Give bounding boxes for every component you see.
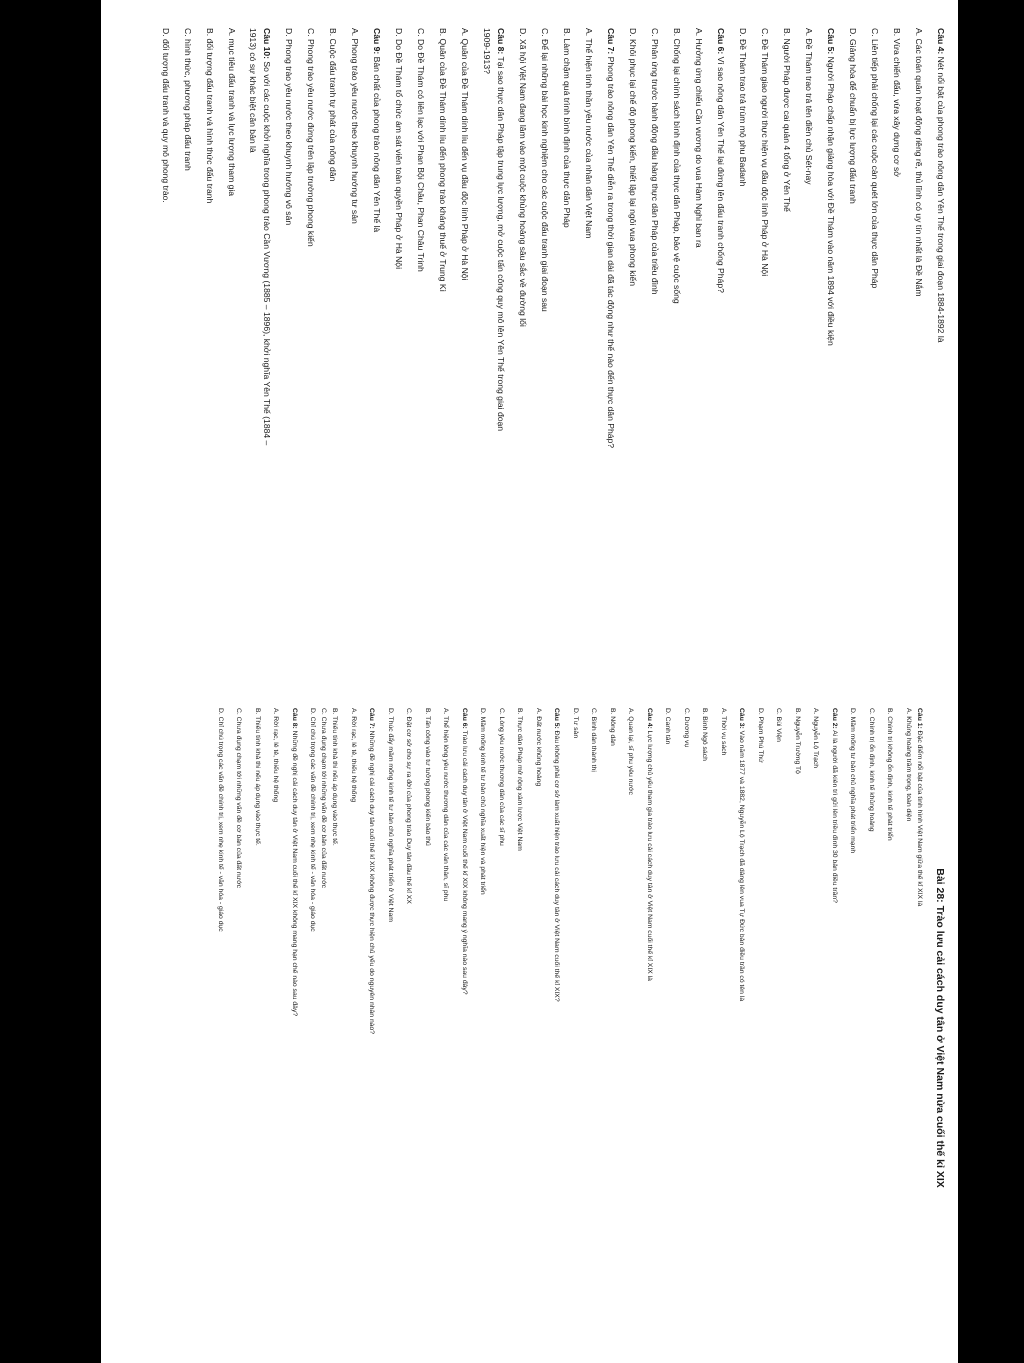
question-line: Câu 4: Nét nổi bật của phong trào nông dân Yên Thế trong giai đoạn 1884-1892 là (936, 28, 946, 343)
answer-line: C. Dương vụ (683, 708, 690, 748)
answer-line: D. Phong trào yêu nước theo khuynh hướng vô sản (284, 28, 295, 226)
question-line: Câu 9: Bản chất của phong trào nông dân Yên Thế là (372, 28, 383, 233)
answer-line: A. Hưởng ứng chiếu Cần vương do vua Hàm Nghi ban ra (694, 28, 705, 248)
question-line-continued: 1909-1913? (482, 28, 493, 74)
question-number: Câu 9: (372, 28, 383, 55)
answer-line: D. Khôi phục lại chế độ phong kiến, thiết lập lại ngôi vua phong kiến (628, 28, 639, 286)
answer-line: B. Thiếu tính khả thi nếu áp dụng vào thực tế. (331, 708, 339, 846)
answer-line: A. mục tiêu đấu tranh và lực lượng tham gia (226, 28, 237, 197)
question-number: Câu 6: (716, 28, 727, 55)
answer-line: C. Chính trị ổn định, kinh tế khủng hoảng (868, 708, 875, 832)
question-line: Câu 5: Người Pháp chấp nhận giảng hòa với Đề Thám vào năm 1894 với điều kiện (826, 28, 837, 346)
answer-line: A. Rời rạc, lẻ tẻ, thiếu hệ thống (272, 708, 280, 803)
answer-line: C. Chưa đụng chạm tới những vấn đề cơ bản của đất nước (235, 708, 243, 889)
answer-line: A. Quan lại, sĩ phu yêu nước (627, 708, 635, 795)
answer-line: C. Phản ứng trước hành động đầu hàng thực dân Pháp của triều đình (650, 28, 661, 295)
answer-line: B. Chính trị không ổn định, kinh tế phát triển (886, 708, 894, 841)
answer-line: D. Giảng hòa để chuẩn bị lực lượng đấu tranh (848, 28, 859, 204)
question-line: Câu 6: Vì sao nông dân Yên Thế lại đứng lên đấu tranh chống Pháp? (716, 28, 727, 293)
answer-line: C. Đề Thám giao người thực hiện vụ đầu độc lính Pháp ở Hà Nội (760, 28, 771, 277)
answer-line: C. Bình dân thành thị (590, 708, 598, 772)
answer-line: B. Người Pháp được cai quản 4 tổng ở Yên Thế (782, 28, 793, 212)
question-line: Câu 7: Phong trào nông dân Yên Thế diễn ra trong thời gian dài đã tác động như thế nào đến thực dân Pháp? (606, 28, 617, 449)
answer-line: B. Thiếu tính khả thi nếu áp dụng vào thực tế. (254, 708, 261, 846)
question-line: Câu 6: Trào lưu cải cách duy tân ở Việt Nam cuối thế kỉ XIX không mang ý nghĩa nào sau đây? (461, 708, 468, 995)
answer-line: D. đối tượng đấu tranh và quy mô phong trào. (160, 28, 171, 203)
answer-line: D. Do Đề Thám tổ chức ám sát viên toàn quyền Pháp ở Hà Nội (394, 28, 405, 269)
answer-line: A. Thể hiện tinh thần yêu nước của nhân dân Việt Nam (584, 28, 595, 239)
answer-line: D. Chỉ chú trọng các vấn đề chính trị, xem nhẹ kinh tế - văn hóa - giáo dục (309, 708, 317, 932)
answer-line: A. Rời rạc, lẻ tẻ, thiếu hệ thống (350, 708, 357, 803)
answer-line: C. Do Đề Thám có liên lạc với Phan Bội Châu, Phan Châu Trinh (416, 28, 427, 272)
answer-line: D. Xã hội Việt Nam đang lâm vào một cuộc khủng hoảng sâu sắc về đường lối (518, 28, 529, 327)
lesson-title: Bài 28: Trào lưu cải cách duy tân ở Việt Nam nửa cuối thế kỉ XIX (934, 868, 946, 1188)
question-number: Câu 7: (368, 708, 376, 729)
answer-line: A. Nguyễn Lộ Trạch (812, 708, 820, 769)
answer-line: B. Làm chậm quá trình bình định của thực dân Pháp (562, 28, 573, 228)
answer-line: A. Đề Thám trao trả tên điền chủ Sét-nay (804, 28, 815, 185)
answer-line: D. Chỉ chú trọng các vấn đề chính trị, xem nhẹ kinh tế - văn hóa - giáo dục (217, 708, 224, 932)
answer-line: B. Bình Ngô sách (701, 708, 709, 761)
answer-line: B. Thực dân Pháp mở rộng xâm lược Việt Nam (516, 708, 524, 851)
answer-line: A. Thể hiện lòng yêu nước thương dân của các văn thân, sĩ phu (442, 708, 450, 902)
question-number: Câu 4: (936, 28, 946, 55)
answer-line: B. Quân của Đề Thám dính líu đến phong trào kháng thuế ở Trung Kì (438, 28, 449, 292)
question-number: Câu 8: (291, 708, 298, 729)
document-page (101, 0, 958, 1363)
answer-line: C. Đặt cơ sở cho sự ra đời của phong trào Duy tân đầu thế kỉ XX (405, 708, 413, 904)
answer-line: B. đối tượng đấu tranh và hình thức đấu tranh (204, 28, 215, 204)
question-number: Câu 6: (461, 708, 468, 729)
answer-line: D. Mầm mống kinh tế tư bản chủ nghĩa xuất hiện và phát triển (479, 708, 487, 895)
answer-line: D. Thúc đẩy mầm mống kinh tế tư bản chủ nghĩa phát triển ở Việt Nam (387, 708, 394, 922)
answer-line: C. Phong trào yêu nước đứng trên lập trường phong kiến (306, 28, 317, 247)
question-number: Câu 5: (553, 708, 561, 729)
question-line: Câu 8: Những đề nghị cải cách duy tân ở Việt Nam cuối thế kỉ XIX không mang hạn chế nào sau đây? (291, 708, 298, 1017)
answer-line: D. Mầm mống tư bản chủ nghĩa phát triển mạnh (849, 708, 857, 854)
left-column (149, 28, 946, 668)
answer-line: C. Liên tiếp phải chống lại các cuộc càn quét lớn của thực dân Pháp (870, 28, 881, 289)
answer-line: D. Đề Thám trao trả trùm mộ phu Badanh (738, 28, 749, 187)
question-line: Câu 4: Lực lượng chủ yếu tham gia trào lưu cải cách duy tân ở Việt Nam cuối thế kỉ XIX là (646, 708, 653, 981)
answer-line: A. Quân của Đề Thám dính líu đến vụ đầu độc lính Pháp ở Hà Nội (460, 28, 471, 281)
answer-line: A. Các toán quân hoạt động riêng rẽ, thủ lĩnh có uy tín nhất là Đề Nắm (914, 28, 925, 297)
question-line: Câu 3: Vào năm 1877 và 1882, Nguyễn Lộ Trạch đã dâng lên vua Tự Đức bản điều trần có tên là (738, 708, 746, 1002)
question-number: Câu 2: (831, 708, 838, 729)
answer-line: C. hình thức, phương pháp đấu tranh (182, 28, 193, 171)
question-line: Câu 8: Tại sao thực dân Pháp tập trung lực lượng, mở cuộc tấn công quy mô lên Yên Thế trong giai đoạn (496, 28, 507, 432)
answer-line: C. Để lại những bài học kinh nghiệm cho các cuộc đấu tranh giai đoạn sau (540, 28, 551, 312)
question-number: Câu 5: (826, 28, 837, 55)
question-number: Câu 4: (646, 708, 653, 729)
answer-line: B. Nguyễn Trường Tộ (794, 708, 801, 774)
answer-line: C. Bùi Viện (775, 708, 783, 742)
rotated-page-content (101, 0, 958, 1363)
question-line: Câu 5: Đâu không phải cơ sở làm xuất hiện trào lưu cải cách duy tân ở Việt Nam cuối thế kỉ XIX? (553, 708, 561, 1002)
question-number: Câu 3: (738, 708, 746, 729)
question-number: Câu 8: (496, 28, 507, 55)
answer-line: C. Lòng yêu nước thương dân của các sĩ phu (498, 708, 505, 846)
question-line: Câu 7: Những đề nghị cải cách duy tân cuối thế kỉ XIX không được thực hiện chủ yếu do nguyên nhân nào? (368, 708, 376, 1035)
answer-line: C. Chưa đụng chạm tới những vấn đề cơ bản của đất nước (320, 708, 328, 889)
answer-line: D. Phạm Phú Thứ (757, 708, 764, 763)
answer-line: B. Cuộc đấu tranh tự phát của nông dân (328, 28, 339, 182)
answer-line: A. Đất nước khủng hoảng (535, 708, 542, 787)
answer-line: D. Tư sản (572, 708, 579, 739)
question-number: Câu 10: (262, 28, 273, 60)
answer-line: B. Nông dân (609, 708, 616, 746)
question-line: Câu 1: Đặc điểm nổi bật của tình hình Việt Nam giữa thế kỉ XIX là (916, 708, 923, 907)
answer-line: D. Canh tân (664, 708, 672, 745)
answer-line: B. Chống lại chính sách bình định của thực dân Pháp, bảo vệ cuộc sống (672, 28, 683, 304)
question-line: Câu 10: So với các cuộc khởi nghĩa trong phong trào Cần Vương (1885 – 1896), khởi nghĩa Yên Thế (1884 – (262, 28, 273, 446)
question-number: Câu 1: (916, 708, 923, 729)
answer-line: A. Khủng hoảng trầm trọng, toàn diện (905, 708, 912, 822)
answer-line: B. Tấn công vào tư tưởng phong kiến bảo thủ (424, 708, 431, 846)
right-column (207, 708, 947, 1348)
answer-line: A. Thời vụ sách (720, 708, 727, 756)
question-number: Câu 7: (606, 28, 617, 55)
question-line: Câu 2: Ai là người đã kiên trì gửi lên triều đình 30 bản điều trần? (831, 708, 838, 903)
answer-line: A. Phong trào yêu nước theo khuynh hướng tư sản (350, 28, 361, 224)
question-line-continued: 1913) có sự khác biệt căn bản là (248, 28, 259, 153)
answer-line: B. Vừa chiến đấu, vừa xây dựng cơ sở (892, 28, 903, 177)
